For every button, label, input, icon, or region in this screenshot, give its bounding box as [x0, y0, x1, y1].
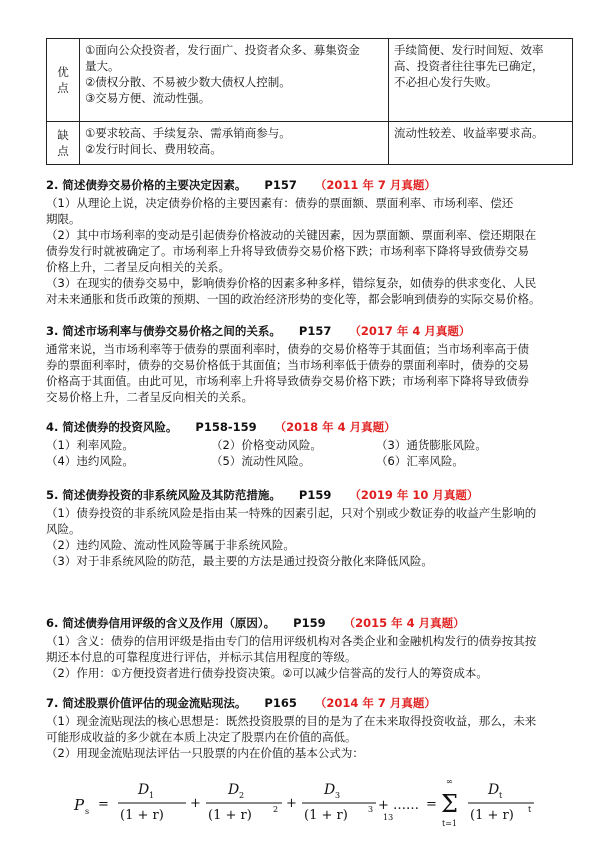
formula-tail: + ……	[378, 798, 420, 813]
cell-line: ①要求较高、手续复杂、需承销商参与。	[85, 126, 291, 140]
term-numerator-sub: 1	[149, 791, 155, 800]
paragraph-line: （1）含义：债券的信用评级是指由专门的信用评级机构对各类企业和金融机构发行的债券按其按	[46, 634, 537, 648]
paragraph-line: 期还本付息的可靠程度进行评估，并标示其信用程度的等级。	[46, 650, 357, 664]
row-header-char: 缺	[57, 128, 69, 142]
list-item: （6）汇率风险。	[376, 454, 464, 468]
page-reference: P158-159	[195, 420, 257, 434]
exam-tag: （2018 年 4 月真题）	[274, 420, 396, 434]
page-reference: P165	[264, 696, 297, 710]
term-numerator: D	[138, 782, 150, 798]
paragraph-line: （2）用现金流贴现法评估一只股票的内在价值的基本公式为：	[46, 746, 364, 760]
page-number: 13	[383, 813, 394, 822]
cell-line: ③交易方便、流动性强。	[85, 91, 211, 105]
paragraph-line: （3）对于非系统风险的防范，最主要的方法是通过投资分散化来降低风险。	[46, 554, 433, 568]
section-title	[46, 418, 572, 436]
sum-denominator-exp: t	[528, 805, 532, 814]
row-header-disadvantages	[47, 122, 80, 165]
sum-denominator: (1 + r)	[470, 808, 514, 823]
term-numerator-sub: 3	[335, 791, 341, 800]
question-text: 2. 简述债券交易价格的主要决定因素。	[46, 178, 247, 192]
list-item: （4）违约风险。	[46, 454, 134, 468]
plus-sign: +	[286, 796, 297, 811]
paragraph-line: 期限。	[46, 212, 81, 226]
private-bond-advantages-cell	[389, 39, 573, 122]
row-header-char: 点	[57, 144, 69, 158]
formula-lhs-sub: s	[85, 807, 90, 816]
table-row-advantages	[47, 39, 573, 122]
paragraph-line: （2）其中市场利率的变动是引起债券价格波动的关键因素，因为票面额、票面利率、偿还期限在	[46, 228, 537, 242]
plus-sign: +	[190, 796, 201, 811]
paragraph-line: （1）从理论上说，决定债券价格的主要因素有：债券的票面额、票面利率、市场利率、偿还	[46, 196, 514, 210]
paragraph-line: 券的票面利率时，债券的交易价格低于其面值；当市场利率低于债券的票面利率时，债券的交易	[46, 358, 529, 372]
risk-list-row	[46, 437, 572, 453]
exam-tag: （2014 年 7 月真题）	[314, 696, 436, 710]
cell-line: ①面向公众投资者，发行面广、投资者众多、募集资金	[85, 43, 360, 57]
question-text: 3. 简述市场利率与债券交易价格之间的关系。	[46, 324, 281, 338]
formula-lhs: P	[74, 796, 85, 814]
paragraph-line: （2）作用：①方便投资者进行债券投资决策。②可以减少信誉高的发行人的筹资成本。	[46, 666, 488, 680]
cell-line: ②发行时间长、费用较高。	[85, 142, 222, 156]
section-dcf-method	[46, 694, 572, 761]
formula-equals: =	[98, 797, 109, 812]
exam-tag: （2019 年 10 月真题）	[349, 488, 479, 502]
paragraph-line: （1）债券投资的非系统风险是指由某一特殊的因素引起，只对个别或少数证券的收益产生影响的	[46, 506, 537, 520]
section-rate-price-relation	[46, 322, 572, 405]
paragraph-line: 价格上升，二者呈反向相关的关系。	[46, 260, 230, 274]
cell-line: 流动性较差、收益率要求高。	[394, 126, 544, 140]
paragraph-line: 通常来说，当市场利率等于债券的票面利率时，债券的交易价格等于其面值；当市场利率高于债	[46, 342, 529, 356]
section-investment-risks	[46, 418, 572, 469]
sum-lower-limit: t=1	[442, 819, 458, 828]
term-denominator: (1 + r)	[120, 808, 164, 823]
paragraph-line: （2）违约风险、流动性风险等属于非系统风险。	[46, 538, 295, 552]
cell-line: 高、投资者往往事先已确定，	[394, 59, 544, 73]
paragraph-line: （3）在现实的债券交易中，影响债券价格的因素多种多样，错综复杂，如债券的供求变化、人民	[46, 276, 537, 290]
exam-tag: （2011 年 7 月真题）	[314, 178, 436, 192]
public-bond-disadvantages-cell	[80, 122, 389, 165]
page-reference: P157	[264, 178, 297, 192]
list-item: （2）价格变动风险。	[211, 438, 322, 452]
section-nonsystematic-risk	[46, 486, 572, 569]
term-denominator-exp: 2	[273, 805, 279, 814]
sum-numerator-sub: t	[499, 791, 503, 800]
term-denominator: (1 + r)	[208, 808, 252, 823]
term-numerator-sub: 2	[239, 791, 245, 800]
list-item: （5）流动性风险。	[211, 454, 311, 468]
cell-line: 量大。	[85, 59, 120, 73]
section-title	[46, 614, 572, 632]
term-numerator: D	[324, 782, 336, 798]
term-denominator-exp: 3	[368, 805, 374, 814]
section-title	[46, 176, 572, 194]
sum-numerator: D	[488, 782, 500, 798]
dcf-formula	[70, 772, 540, 836]
paragraph-line: 风险。	[46, 522, 81, 536]
question-text: 5. 简述债券投资的非系统风险及其防范措施。	[46, 488, 281, 502]
cell-line: 不必担心发行失败。	[394, 75, 498, 89]
exam-tag: （2017 年 4 月真题）	[349, 324, 471, 338]
paragraph-line: 债券发行时就被确定了。市场利率上升将导致债券交易价格下跌；市场利率下降将导致债券交易	[46, 244, 529, 258]
section-credit-rating	[46, 614, 572, 681]
public-bond-advantages-cell	[80, 39, 389, 122]
section-title	[46, 322, 572, 340]
paragraph-line: 可能形成收益的多少就在本质上决定了股票内在价值的高低。	[46, 730, 357, 744]
cell-line: ②债权分散、不易被少数大债权人控制。	[85, 75, 291, 89]
term-numerator: D	[228, 782, 240, 798]
question-text: 7. 简述股票价值评估的现金流贴现法。	[46, 696, 247, 710]
page-reference: P159	[298, 488, 332, 502]
sum-symbol: Σ	[441, 790, 458, 818]
private-bond-disadvantages-cell	[389, 122, 573, 165]
formula-equals: =	[426, 797, 437, 812]
row-header-advantages	[47, 39, 80, 122]
paragraph-line: 价格高于其面值。由此可见，市场利率上升将导致债券交易价格下跌；市场利率下降将导致债券	[46, 374, 529, 388]
cell-line: 手续简便、发行时间短、效率	[394, 43, 544, 57]
bond-comparison-table	[46, 38, 573, 165]
list-item: （3）通货膨胀风险。	[376, 438, 487, 452]
page-reference: P159	[293, 616, 326, 630]
paragraph-line: 交易价格上升，二者呈反向相关的关系。	[46, 390, 253, 404]
paragraph-line: 对未来通胀和货币政策的预期、一国的政治经济形势的变化等，都会影响到债券的实际交易价格。	[46, 292, 541, 306]
list-item: （1）利率风险。	[46, 438, 134, 452]
section-price-factors	[46, 176, 572, 307]
risk-list-row	[46, 453, 572, 469]
row-header-char: 点	[57, 81, 69, 95]
section-title	[46, 486, 572, 504]
question-text: 4. 简述债券的投资风险。	[46, 420, 178, 434]
table-row-disadvantages	[47, 122, 573, 165]
paragraph-line: （1）现金流贴现法的核心思想是：既然投资股票的目的是为了在未来取得投资收益，那么，未来	[46, 714, 537, 728]
section-title	[46, 694, 572, 712]
sum-upper-limit: ∞	[446, 777, 453, 786]
page-reference: P157	[298, 324, 332, 338]
term-denominator: (1 + r)	[304, 808, 348, 823]
row-header-char: 优	[57, 65, 69, 79]
question-text: 6. 简述债券信用评级的含义及作用（原因）。	[46, 616, 276, 630]
exam-tag: （2015 年 4 月真题）	[343, 616, 465, 630]
